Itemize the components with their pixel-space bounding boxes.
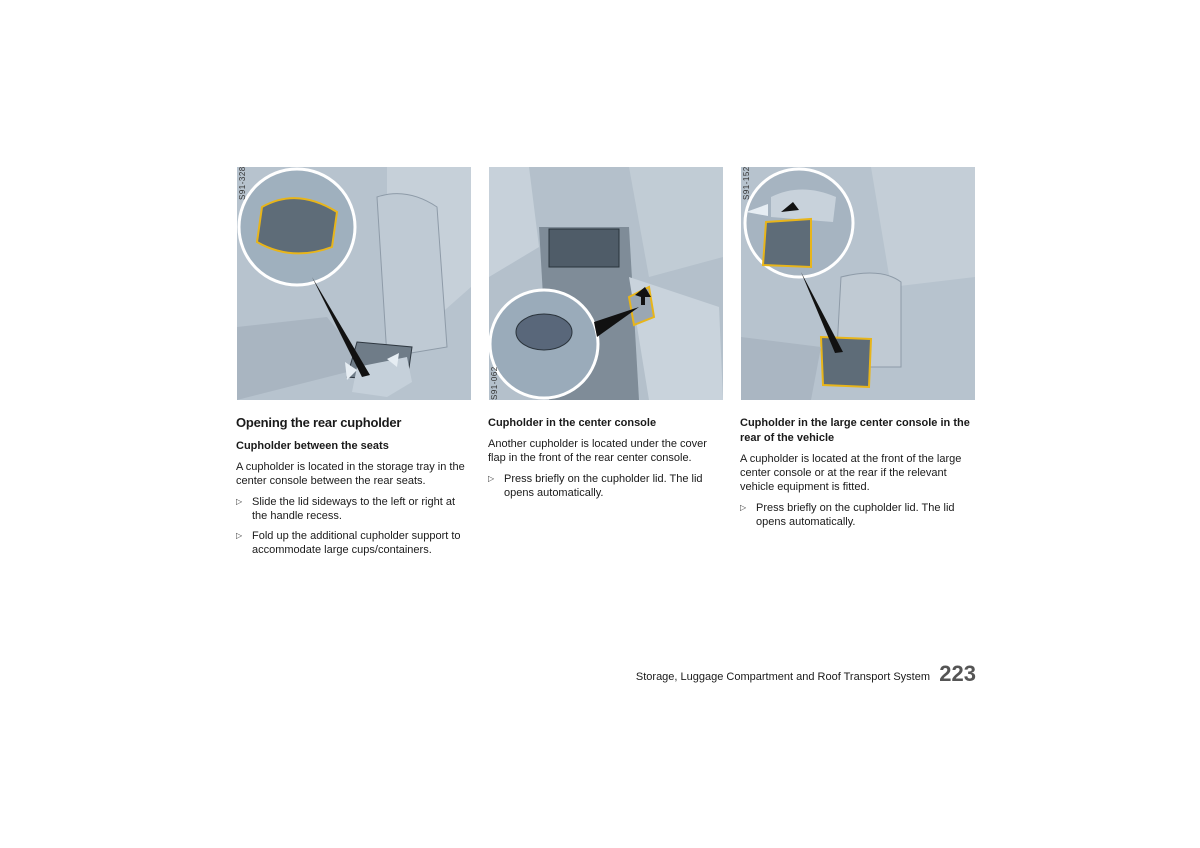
triangle-bullet-icon: ▷ bbox=[236, 497, 243, 506]
subheading: Cupholder between the seats bbox=[236, 440, 389, 452]
paragraph: A cupholder is located in the storage tray in the center console between the rear seats. bbox=[236, 461, 465, 487]
center-console-illustration bbox=[489, 167, 723, 400]
instruction-item bbox=[236, 529, 472, 557]
subheading: Cupholder in the large center console in the rear of the vehicle bbox=[740, 417, 970, 444]
figure-code: S91-062 bbox=[490, 366, 499, 400]
figure-code: S91-328 bbox=[238, 166, 247, 200]
triangle-bullet-icon: ▷ bbox=[740, 503, 747, 512]
rear-seat-illustration bbox=[237, 167, 471, 400]
triangle-bullet-icon: ▷ bbox=[236, 531, 243, 540]
triangle-bullet-icon: ▷ bbox=[488, 474, 495, 483]
instruction-text: Press briefly on the cupholder lid. The lid opens automatically. bbox=[756, 502, 955, 528]
subheading: Cupholder in the center console bbox=[488, 417, 657, 429]
figure-code: S91-152 bbox=[742, 166, 751, 200]
instruction-item bbox=[236, 495, 472, 523]
paragraph: A cupholder is located at the front of the large center console or at the rear if the relevant vehicle equipment is fitted. bbox=[740, 453, 962, 493]
column-rear-cupholder bbox=[236, 415, 472, 563]
instruction-text: Slide the lid sideways to the left or right at the handle recess. bbox=[252, 496, 455, 522]
section-heading: Opening the rear cupholder bbox=[236, 415, 402, 430]
figure-large-console-cupholder bbox=[741, 167, 975, 400]
instruction-text: Fold up the additional cupholder support to accommodate large cups/containers. bbox=[252, 530, 461, 556]
figure-center-console-cupholder bbox=[489, 167, 723, 400]
column-large-console bbox=[740, 416, 976, 535]
page-number: 223 bbox=[939, 661, 976, 686]
instruction-item bbox=[740, 501, 976, 529]
instruction-item bbox=[488, 472, 724, 500]
paragraph: Another cupholder is located under the cover flap in the front of the rear center console. bbox=[488, 438, 707, 464]
instruction-text: Press briefly on the cupholder lid. The lid opens automatically. bbox=[504, 473, 703, 499]
large-console-illustration bbox=[741, 167, 975, 400]
figure-rear-cupholder bbox=[237, 167, 471, 400]
footer-section-title: Storage, Luggage Compartment and Roof Transport System bbox=[635, 671, 930, 683]
column-center-console bbox=[488, 416, 724, 506]
